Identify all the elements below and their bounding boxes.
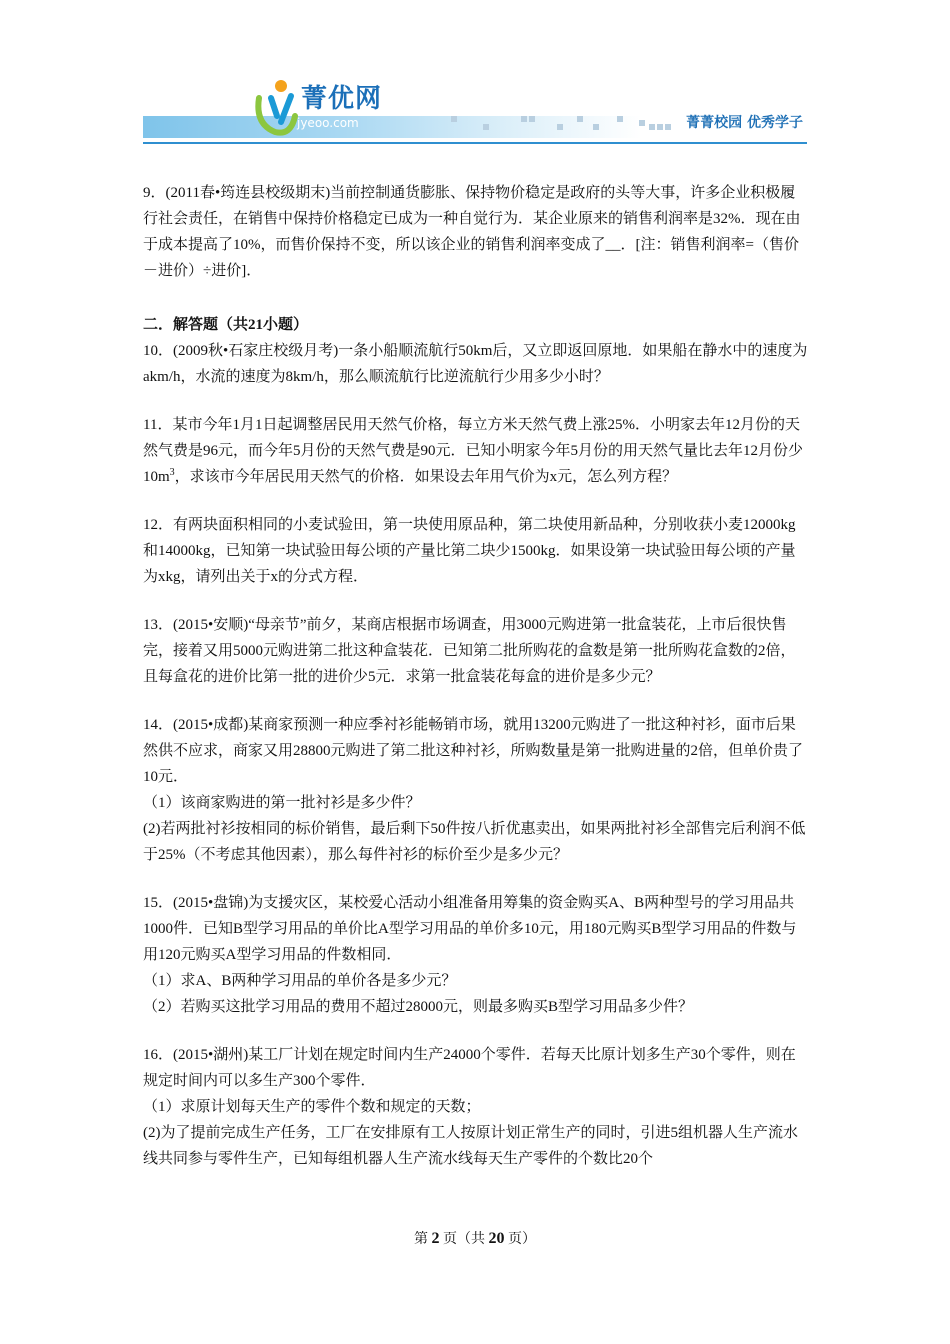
footer-prefix: 第 [414,1232,428,1247]
footer-suffix: 页） [508,1232,536,1247]
question-11-part-b: ，求该市今年居民用天然气的价格．如果设去年用气价为x元，怎么列方程？ [174,469,678,485]
page-footer [0,1228,950,1248]
question-9-text: 9．(2011春•筠连县校级期末)当前控制通货膨胀、保持物价稳定是政府的头等大事，许多企业积极履行社会责任，在销售中保持价格稳定已成为一种自觉行为．某企业原来的销售利润率是32%．现在由于成本提高了10%，而售价保持不变，所以该企业的销售利润率变成了__．[注：销售利润率=（售价－进价）÷进价]． [143,185,801,279]
question-15-part-1: （1）求A、B两种学习用品的单价各是多少元？ [143,973,457,989]
question-content [143,180,809,1194]
question-11-part-a: 11．某市今年1月1日起调整居民用天然气价格，每立方米天然气费上涨25%．小明家去年12月份的天然气费是96元，而今年5月份的天然气费是90元．已知小明家今年5月份的用天然气量比去年12月份少10m [143,417,804,485]
header-rule [143,142,807,144]
question-12-text: 12．有两块面积相同的小麦试验田，第一块使用原品种，第二块使用新品种，分别收获小麦12000kg和14000kg，已知第一块试验田每公顷的产量比第二块少1500kg．如果设第一块试验田每公顷的产量为xkg，请列出关于x的分式方程． [143,517,796,585]
question-9 [143,180,809,284]
logo-site: jyeoo.com [297,116,359,130]
decorative-squares [443,112,673,134]
question-10 [143,338,809,390]
footer-page-number: 2 [431,1230,440,1247]
jyeoo-logo-icon [251,76,299,138]
question-14 [143,712,809,868]
question-16-part-1: （1）求原计划每天生产的零件个数和规定的天数； [143,1099,481,1115]
footer-middle: 页（共 [443,1232,485,1247]
question-15-text: 15．(2015•盘锦)为支援灾区，某校爱心活动小组准备用筹集的资金购买A、B两种型号的学习用品共1000件．已知B型学习用品的单价比A型学习用品的单价多10元，用180元购买B型学习用品的件数与用120元购买A型学习用品的件数相同． [143,895,797,963]
question-14-part-1: （1）该商家购进的第一批衬衫是多少件？ [143,795,421,811]
section-title: 二．解答题（共21小题） [143,317,309,333]
page-header [143,72,807,146]
question-16-text: 16．(2015•湖州)某工厂计划在规定时间内生产24000个零件．若每天比原计划多生产30个零件，则在规定时间内可以多生产300个零件． [143,1047,796,1089]
question-13-text: 13．(2015•安顺)“母亲节”前夕，某商店根据市场调查，用3000元购进第一批盒装花，上市后很快售完，接着又用5000元购进第二批这种盒装花．已知第二批所购花的盒数是第一批所购花盒数的2倍，且每盒花的进价比第一批的进价少5元．求第一批盒装花每盒的进价是多少元？ [143,617,796,685]
header-slogan: 菁菁校园 优秀学子 [686,115,803,131]
question-11-text [143,412,809,490]
question-14-part-2: (2)若两批衬衫按相同的标价销售，最后剩下50件按八折优惠卖出，如果两批衬衫全部售完后利润不低于25%（不考虑其他因素），那么每件衬衫的标价至少是多少元？ [143,821,806,863]
logo-name: 菁优网 [301,84,383,114]
question-16-part-2: (2)为了提前完成生产任务，工厂在安排原有工人按原计划正常生产的同时，引进5组机器人生产流水线共同参与零件生产，已知每组机器人生产流水线每天生产零件的个数比20个 [143,1125,798,1167]
question-11-superscript: 3 [169,467,175,478]
question-12 [143,512,809,590]
question-16 [143,1042,809,1172]
question-15-part-2: （2）若购买这批学习用品的费用不超过28000元，则最多购买B型学习用品多少件？ [143,999,694,1015]
question-13 [143,612,809,690]
question-11 [143,412,809,490]
question-15 [143,890,809,1020]
footer-total-pages: 20 [488,1230,505,1247]
question-14-text: 14．(2015•成都)某商家预测一种应季衬衫能畅销市场，就用13200元购进了一批这种衬衫，面市后果然供不应求，商家又用28800元购进了第二批这种衬衫，所购数量是第一批购进量的2倍，但单价贵了10元． [143,717,804,785]
question-10-text: 10．(2009秋•石家庄校级月考)一条小船顺流航行50km后，又立即返回原地．如果船在静水中的速度为akm/h，水流的速度为8km/h，那么顺流航行比逆流航行少用多少小时？ [143,343,808,385]
